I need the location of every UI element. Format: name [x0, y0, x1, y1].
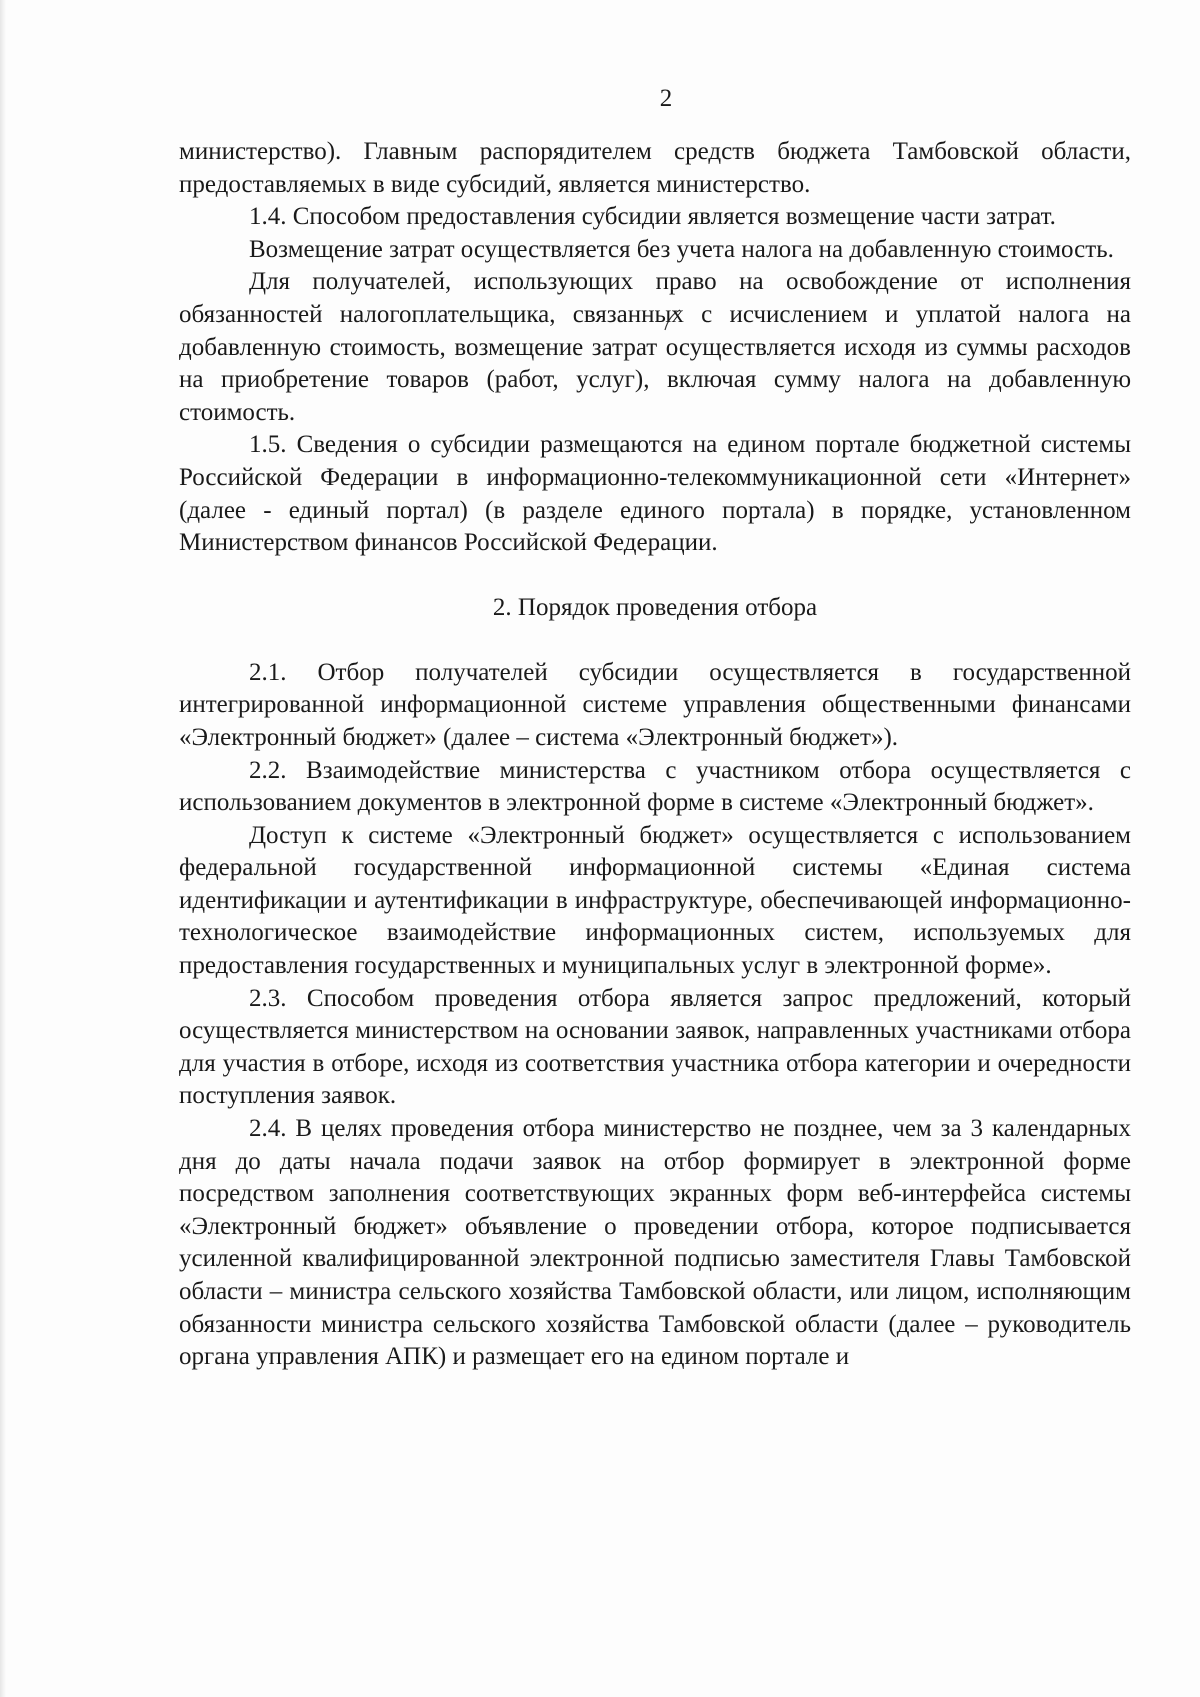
paragraph: 1.4. Способом предоставления субсидии является возмещение части затрат. [249, 203, 1056, 231]
paragraph: Возмещение затрат осуществляется без учета налога на добавленную стоимость. [249, 235, 1114, 263]
paragraph: Для получателей, использующих право на освобождение от исполнения обязанностей налогоплательщика, связанных с исчислением и уплатой налога на добавленную стоимость, возмещение затрат осуществляется исходя из суммы расходов на приобретение товаров (работ, услуг), включая сумму налога на добавленную стоимость. [179, 268, 1131, 426]
paragraph: Доступ к системе «Электронный бюджет» осуществляется с использованием федеральной государственной информационной системы «Единая система идентификации и аутентификации в инфраструктуре, обеспечивающей информационно-технологическое взаимодействие информационных систем, используемых для предоставления государственных и муниципальных услуг в электронной форме». [179, 821, 1131, 980]
paragraph: 2.1. Отбор получателей субсидии осуществляется в государственной интегрированной информационной системе управления общественными финансами «Электронный бюджет» (далее – система «Электронный бюджет»). [179, 658, 1131, 751]
document-body [179, 136, 1131, 1374]
page-number: 2 [659, 85, 673, 112]
paragraph: 2.2. Взаимодействие министерства с участником отбора осуществляется с использованием документов в электронной форме в системе «Электронный бюджет». [179, 756, 1131, 817]
paragraph: министерство). Главным распорядителем средств бюджета Тамбовской области, предоставляемых в виде субсидий, является министерство. [179, 138, 1131, 198]
scan-edge [0, 0, 6, 1697]
paragraph: 2.4. В целях проведения отбора министерство не позднее, чем за 3 календарных дня до даты начала подачи заявок на отбор формирует в электронной форме посредством заполнения соответствующих экранных форм веб-интерфейса системы «Электронный бюджет» объявление о проведении отбора, которое подписывается усиленной квалифицированной электронной подписью заместителя Главы Тамбовской области – министра сельского хозяйства Тамбовской области, или лицом, исполняющим обязанности министра сельского хозяйства Тамбовской области (далее – руководитель органа управления АПК) и размещает его на едином портале и [179, 1115, 1131, 1371]
paragraph: 2.3. Способом проведения отбора является запрос предложений, который осуществляется министерством на основании заявок, направленных участниками отбора для участия в отборе, исходя из соответствия участника отбора категории и очередности поступления заявок. [179, 984, 1131, 1110]
paragraph: 1.5. Сведения о субсидии размещаются на едином портале бюджетной системы Российской Федерации в информационно-телекоммуникационной сети «Интернет» (далее - единый портал) (в разделе единого портала) в порядке, установленном Министерством финансов Российской Федерации. [179, 431, 1131, 557]
section-heading: 2. Порядок проведения отбора [492, 593, 818, 621]
